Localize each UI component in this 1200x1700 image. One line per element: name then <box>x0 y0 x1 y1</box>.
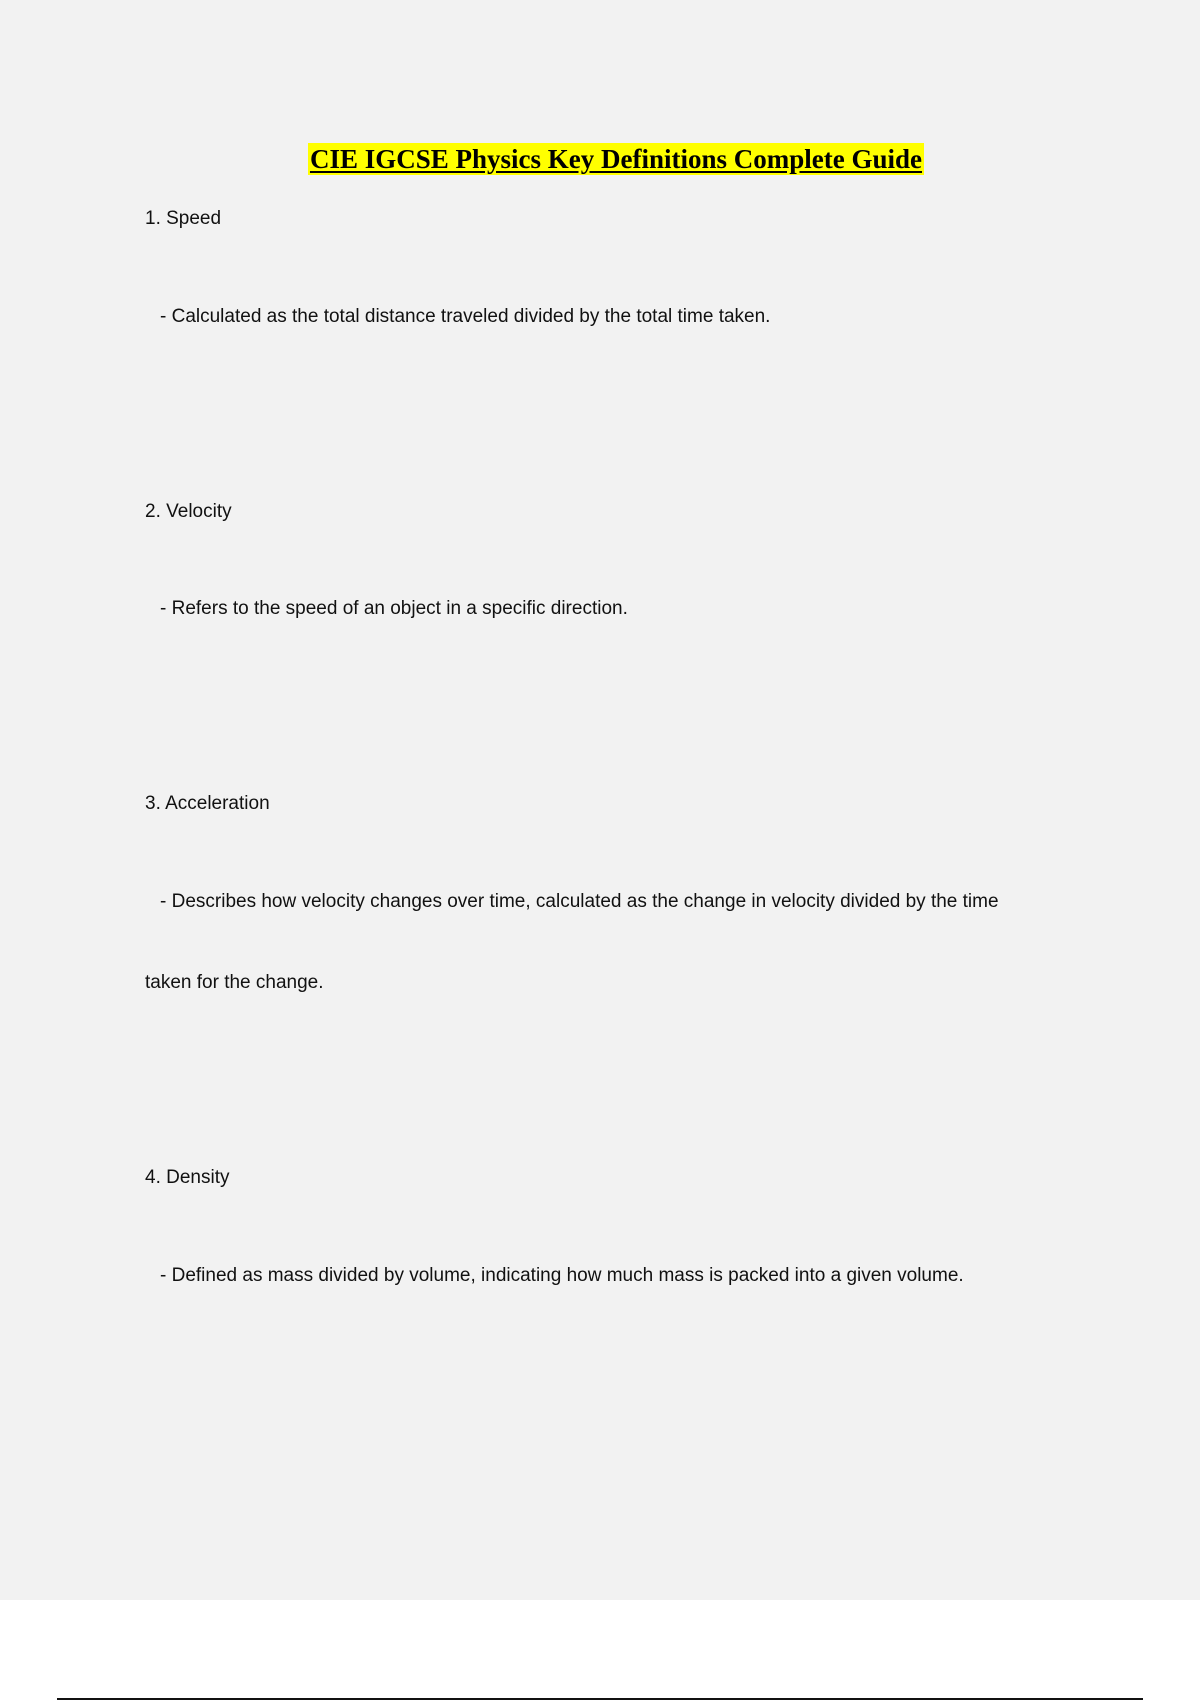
title-container <box>0 143 1200 175</box>
definition-density: - Defined as mass divided by volume, indicating how much mass is packed into a given volume. <box>160 1265 964 1286</box>
term-velocity: 2. Velocity <box>145 501 232 522</box>
definition-speed: - Calculated as the total distance traveled divided by the total time taken. <box>160 306 771 327</box>
term-acceleration: 3. Acceleration <box>145 793 270 814</box>
term-speed: 1. Speed <box>145 208 222 229</box>
definition-acceleration: - Describes how velocity changes over time, calculated as the change in velocity divided by the time <box>160 891 999 912</box>
term-density: 4. Density <box>145 1167 230 1188</box>
definition-acceleration-continued: taken for the change. <box>145 972 324 993</box>
document-title: CIE IGCSE Physics Key Definitions Complete Guide <box>309 144 923 174</box>
definition-velocity: - Refers to the speed of an object in a specific direction. <box>160 598 628 619</box>
